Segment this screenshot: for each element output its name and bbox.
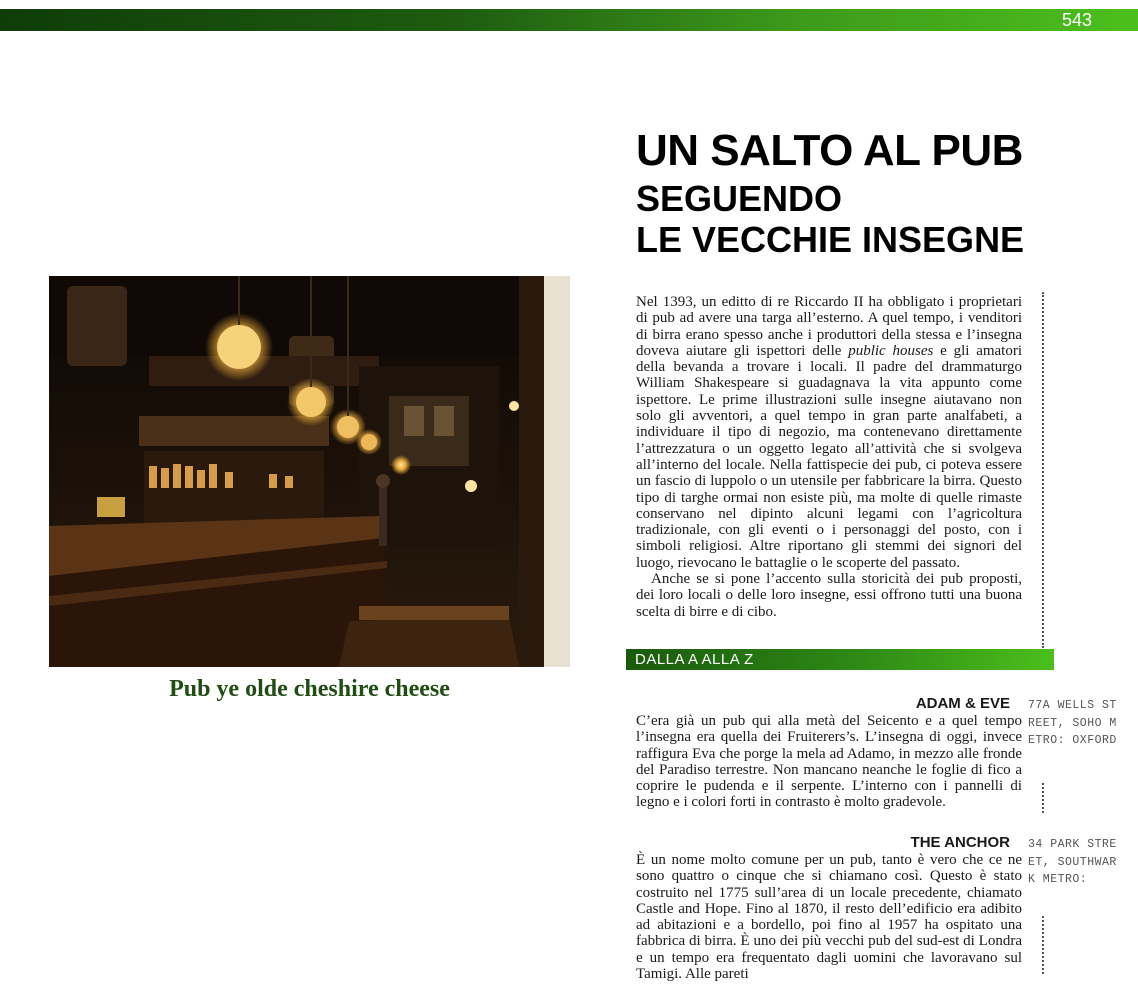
header-bar [0,9,1138,31]
intro-p1-italic: public houses [848,342,934,359]
entry-text-adam-eve: C’era già un pub qui alla metà del Seicento e a quel tempo l’insegna era quella dei Fruiterers’s. L’insegna di oggi, invece raffigura Eva che porge la mela ad Adamo, in mezzo alle fronde del Paradiso terrestre. Non mancano neanche le foglie di fico a coprire le pudenda e il serpente. L’interno con i pannelli di legno e i colori forti in contrasto è molto gradevole. [636,713,1022,811]
column-divider-bottom [1042,916,1044,974]
title-line-2: SEGUENDO [636,178,843,219]
title-line-3: LE VECCHIE INSEGNE [636,219,1025,260]
intro-p1-end: e gli amatori della bevanda a trovare i locali. Il padre del drammaturgo William Shakespeare si guadagnava la vita appunto come ispettore. Le prime illustrazioni sulle insegne aiutavano non solo gli avventori, a quel tempo in gran parte analfabeti, a individuare il tipo di negozio, ma contenevano direttamente l’attrezzatura o un oggetto legato all’attività che si svolgeva all’interno del locale. Nella fattispecie dei pub, ci poteva essere un fascio di luppolo o un utensile per fabbricare la birra. Questo tipo di targhe ormai non esiste più, ma molte di quelle rimaste conservano nel dipinto alcuni legami con l’agricoltura tradizionale, con gli eventi o i personaggi del posto, con i simboli religiosi. Altre riportano gli stemmi dei signori del luogo, rievocano le battaglie o le scoperte del passato. [636,342,1023,571]
intro-p1-start: Nel 1393, un editto di re Riccardo II ha obbligato i proprietari di pub ad avere una targa all’esterno. A quel tempo, i venditori di birra erano spesso anche i produttori della stessa e l’insegna doveva aiutare gli ispettori delle [636,294,1022,359]
entry-address-the-anchor: 34 PARK STREET, SOUTHWARK METRO: [1028,838,1117,886]
entry-address-adam-eve: 77A WELLS STREET, SOHO METRO: OXFORD [1028,699,1117,747]
section-header: DALLA A ALLA Z [626,649,1054,670]
entry-name-adam-eve: ADAM & EVE [915,695,1010,712]
intro-paragraph-2: Anche se si pone l’accento sulla storicità dei pub proposti, dei loro locali o delle loro insegne, essi offrono tutti una buona scelta di birre e di cibo. [636,571,1022,620]
column-divider-top [1042,292,1044,648]
column-divider-mid [1042,783,1044,813]
article-title [636,126,1024,260]
title-line-1: UN SALTO AL PUB [636,126,1023,175]
entry-text-the-anchor: È un nome molto comune per un pub, tanto è vero che ce ne sono quattro o cinque che si chiamano così. Questo è stato costruito nel 1775 sull’area di un locale precedente, chiamato Castle and Hope. Fino al 1870, il resto dell’edificio era adibito ad abitazioni e a bordello, poi fino al 1957 ha ospitato una fabbrica di birra. È uno dei più vecchi pub del sud-est di Londra e un tempo era frequentato dagli uomini che lavoravano sul Tamigi. Alle pareti [636,852,1022,983]
intro-paragraph-1 [636,294,1022,571]
pub-interior-photo [49,276,570,667]
intro-text [636,294,1022,620]
entry-name-the-anchor: THE ANCHOR [910,834,1010,851]
page-number: 543 [1061,10,1092,30]
photo-caption: Pub ye olde cheshire cheese [169,676,450,702]
